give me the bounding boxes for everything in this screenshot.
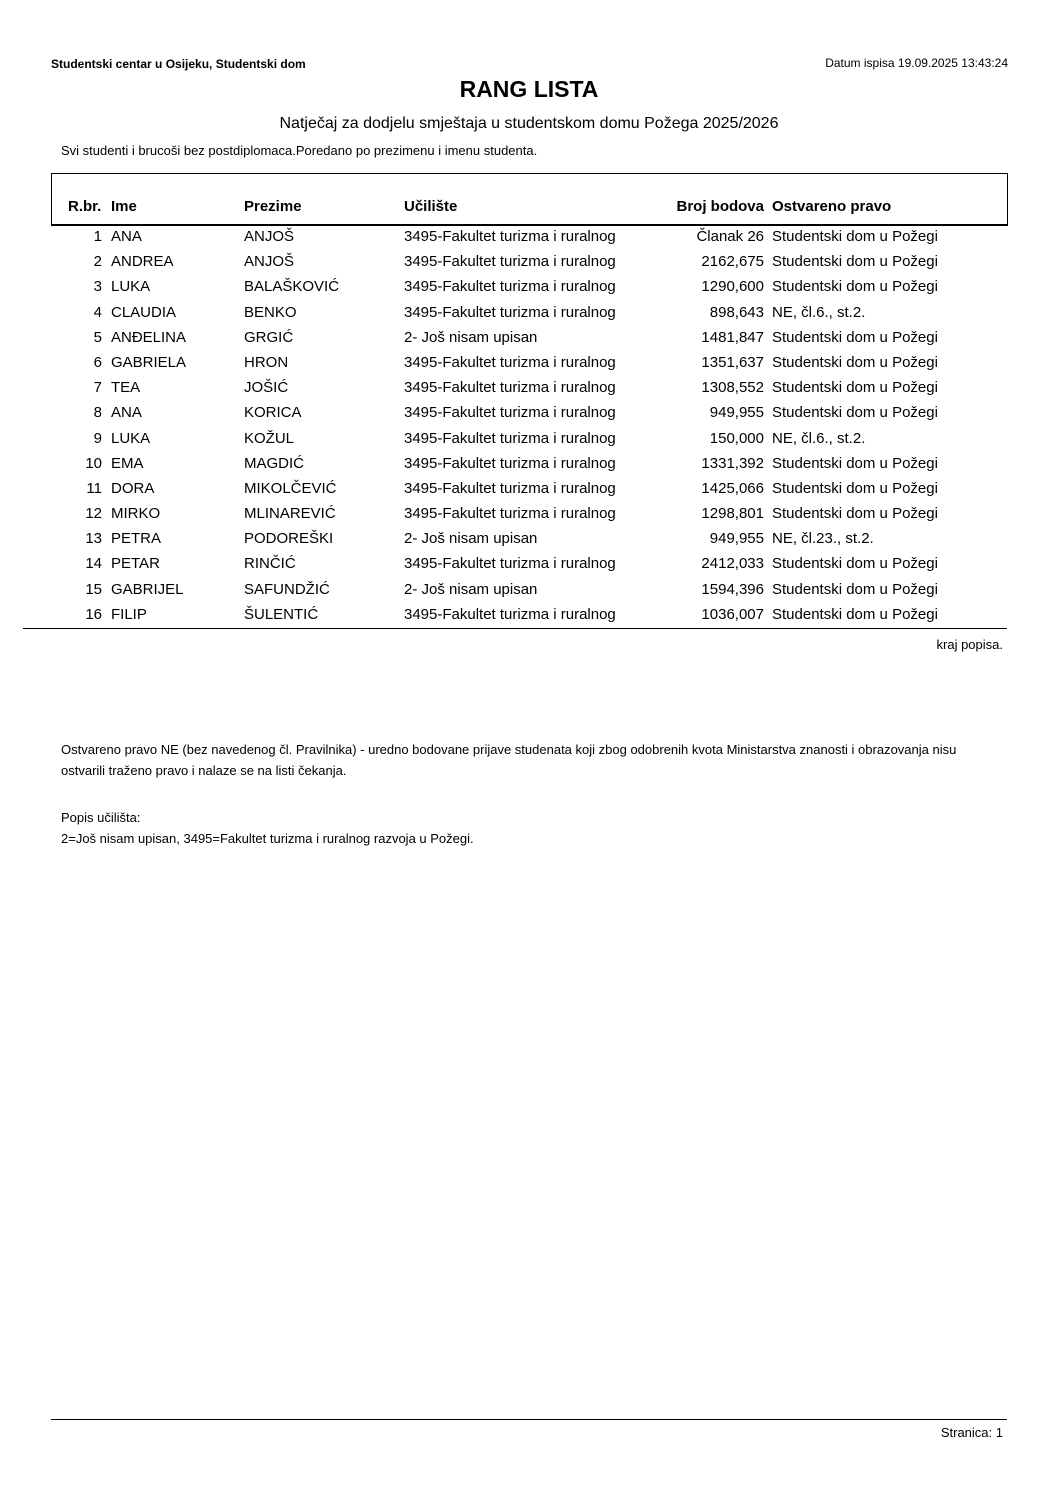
cell-broj-bodova: 1331,392 [701,454,764,472]
cell-prezime: GRGIĆ [244,328,294,346]
cell-ostvareno-pravo: Studentski dom u Požegi [772,555,938,573]
table-row [0,430,1058,455]
column-header-ime: Ime [111,198,137,215]
cell-uciliste: 3495-Fakultet turizma i ruralnog [404,278,616,296]
organization-name: Studentski centar u Osijeku, Studentski dom [51,57,306,71]
page-subtitle: Natječaj za dodjelu smještaja u studentskom domu Požega 2025/2026 [279,115,779,132]
cell-ime: PETRA [111,530,162,548]
cell-uciliste: 3495-Fakultet turizma i ruralnog [404,555,616,573]
table-row [0,278,1058,303]
cell-uciliste: 3495-Fakultet turizma i ruralnog [404,228,616,245]
cell-prezime: HRON [244,353,289,371]
cell-rbr: 4 [93,303,102,321]
cell-rbr: 10 [85,454,102,472]
cell-prezime: RINČIĆ [244,555,296,573]
table-row [0,555,1058,580]
cell-broj-bodova: 949,955 [709,404,764,422]
ranking-table-body [0,228,1058,631]
cell-ostvareno-pravo: Studentski dom u Požegi [772,454,938,472]
cell-rbr: 2 [93,253,102,271]
cell-ostvareno-pravo: Studentski dom u Požegi [772,479,938,497]
cell-broj-bodova: 1351,637 [701,353,764,371]
column-header-prezime: Prezime [244,198,302,215]
cell-prezime: MIKOLČEVIĆ [244,479,337,497]
cell-ime: FILIP [111,605,147,623]
footnote-ne: Ostvareno pravo NE (bez navedenog čl. Pravilnika) - uredno bodovane prijave studenata koji zbog odobrenih kvota Ministarstva znanosti i obrazovanja nisu ostvarili traženo pravo i nalaze se na listi čekanja. [61,742,957,778]
cell-ime: DORA [111,479,155,497]
cell-ostvareno-pravo: Studentski dom u Požegi [772,328,938,346]
footer-rule [51,1419,1007,1420]
table-row [0,228,1058,253]
cell-uciliste: 3495-Fakultet turizma i ruralnog [404,353,616,371]
cell-ime: ANA [111,228,142,245]
cell-uciliste: 3495-Fakultet turizma i ruralnog [404,303,616,321]
cell-prezime: MAGDIĆ [244,454,304,472]
column-header-uciliste: Učilište [404,198,458,215]
cell-ostvareno-pravo: Studentski dom u Požegi [772,253,938,271]
cell-ostvareno-pravo: Studentski dom u Požegi [772,353,938,371]
cell-broj-bodova: 1298,801 [701,505,764,523]
cell-rbr: 3 [93,278,102,296]
cell-prezime: MLINAREVIĆ [244,505,336,523]
cell-rbr: 6 [93,353,102,371]
table-row [0,253,1058,278]
table-row [0,354,1058,379]
cell-prezime: ANJOŠ [244,253,295,271]
cell-prezime: PODOREŠKI [244,530,334,548]
cell-prezime: KORICA [244,404,302,422]
cell-uciliste: 3495-Fakultet turizma i ruralnog [404,404,616,422]
list-scope-note: Svi studenti i brucoši bez postdiplomaca.Poredano po prezimenu i imenu studenta. [61,143,538,158]
cell-ime: MIRKO [111,505,161,523]
table-row [0,304,1058,329]
cell-broj-bodova: 898,643 [709,303,764,321]
cell-rbr: 14 [85,555,102,573]
column-header-rbr: R.br. [68,198,102,215]
cell-ime: ANĐELINA [111,328,187,346]
end-of-list: kraj popisa. [936,637,1003,652]
cell-ostvareno-pravo: Studentski dom u Požegi [772,379,938,397]
cell-rbr: 8 [93,404,102,422]
cell-broj-bodova: 1594,396 [701,580,764,598]
table-row [0,404,1058,429]
cell-rbr: 13 [85,530,102,548]
table-row [0,455,1058,480]
cell-broj-bodova: 1481,847 [701,328,764,346]
cell-broj-bodova: 949,955 [709,530,764,548]
cell-prezime: ANJOŠ [244,228,295,245]
cell-uciliste: 2- Još nisam upisan [404,530,538,548]
cell-broj-bodova: 1036,007 [701,605,764,623]
cell-prezime: SAFUNDŽIĆ [244,580,330,598]
table-row [0,505,1058,530]
cell-rbr: 7 [93,379,102,397]
cell-uciliste: 3495-Fakultet turizma i ruralnog [404,379,616,397]
cell-broj-bodova: 1290,600 [701,278,764,296]
cell-ostvareno-pravo: Studentski dom u Požegi [772,580,938,598]
cell-ime: ANDREA [111,253,174,271]
cell-broj-bodova: 2162,675 [701,253,764,271]
cell-ime: CLAUDIA [111,303,177,321]
cell-uciliste: 3495-Fakultet turizma i ruralnog [404,605,616,623]
cell-broj-bodova: 1308,552 [701,379,764,397]
column-header-broj-bodova: Broj bodova [676,198,764,215]
cell-rbr: 16 [85,605,102,623]
page-number: Stranica: 1 [940,1425,1003,1440]
table-row [0,480,1058,505]
cell-uciliste: 3495-Fakultet turizma i ruralnog [404,479,616,497]
cell-prezime: JOŠIĆ [244,379,289,397]
schools-list-title: Popis učilišta: [61,810,141,825]
table-row [0,329,1058,354]
table-row [0,581,1058,606]
cell-ime: ANA [111,404,142,422]
table-bottom-rule [23,628,1007,629]
cell-prezime: BALAŠKOVIĆ [244,278,340,296]
column-header-ostvareno-pravo: Ostvareno pravo [772,198,892,215]
cell-ostvareno-pravo: Studentski dom u Požegi [772,404,938,422]
cell-ime: GABRIELA [111,353,187,371]
cell-ostvareno-pravo: Studentski dom u Požegi [772,228,938,245]
cell-broj-bodova: 1425,066 [701,479,764,497]
cell-prezime: ŠULENTIĆ [244,605,319,623]
cell-ostvareno-pravo: NE, čl.23., st.2. [772,530,874,548]
cell-ostvareno-pravo: Studentski dom u Požegi [772,605,938,623]
page-title: RANG LISTA [459,76,599,102]
cell-ostvareno-pravo: Studentski dom u Požegi [772,278,938,296]
cell-uciliste: 2- Još nisam upisan [404,580,538,598]
cell-broj-bodova: 150,000 [709,429,764,447]
cell-ime: PETAR [111,555,160,573]
cell-ime: TEA [111,379,141,397]
cell-rbr: 5 [93,328,102,346]
cell-rbr: 12 [85,505,102,523]
cell-rbr: 11 [86,479,102,497]
cell-ime: LUKA [111,429,151,447]
cell-broj-bodova: 2412,033 [701,555,764,573]
cell-ime: EMA [111,454,144,472]
cell-broj-bodova: Članak 26 [696,228,764,245]
cell-ostvareno-pravo: NE, čl.6., st.2. [772,303,866,321]
cell-uciliste: 3495-Fakultet turizma i ruralnog [404,454,616,472]
cell-ostvareno-pravo: NE, čl.6., st.2. [772,429,866,447]
print-date: Datum ispisa 19.09.2025 13:43:24 [825,56,1008,70]
table-row [0,530,1058,555]
cell-ime: LUKA [111,278,151,296]
cell-rbr: 1 [93,228,102,245]
cell-uciliste: 2- Još nisam upisan [404,328,538,346]
cell-ostvareno-pravo: Studentski dom u Požegi [772,505,938,523]
cell-uciliste: 3495-Fakultet turizma i ruralnog [404,253,616,271]
cell-rbr: 15 [85,580,102,598]
table-row [0,379,1058,404]
cell-ime: GABRIJEL [111,580,184,598]
schools-list: 2=Još nisam upisan, 3495=Fakultet turizma i ruralnog razvoja u Požegi. [61,831,474,846]
cell-prezime: BENKO [244,303,297,321]
cell-rbr: 9 [93,429,102,447]
cell-uciliste: 3495-Fakultet turizma i ruralnog [404,429,616,447]
cell-uciliste: 3495-Fakultet turizma i ruralnog [404,505,616,523]
cell-prezime: KOŽUL [244,429,295,447]
